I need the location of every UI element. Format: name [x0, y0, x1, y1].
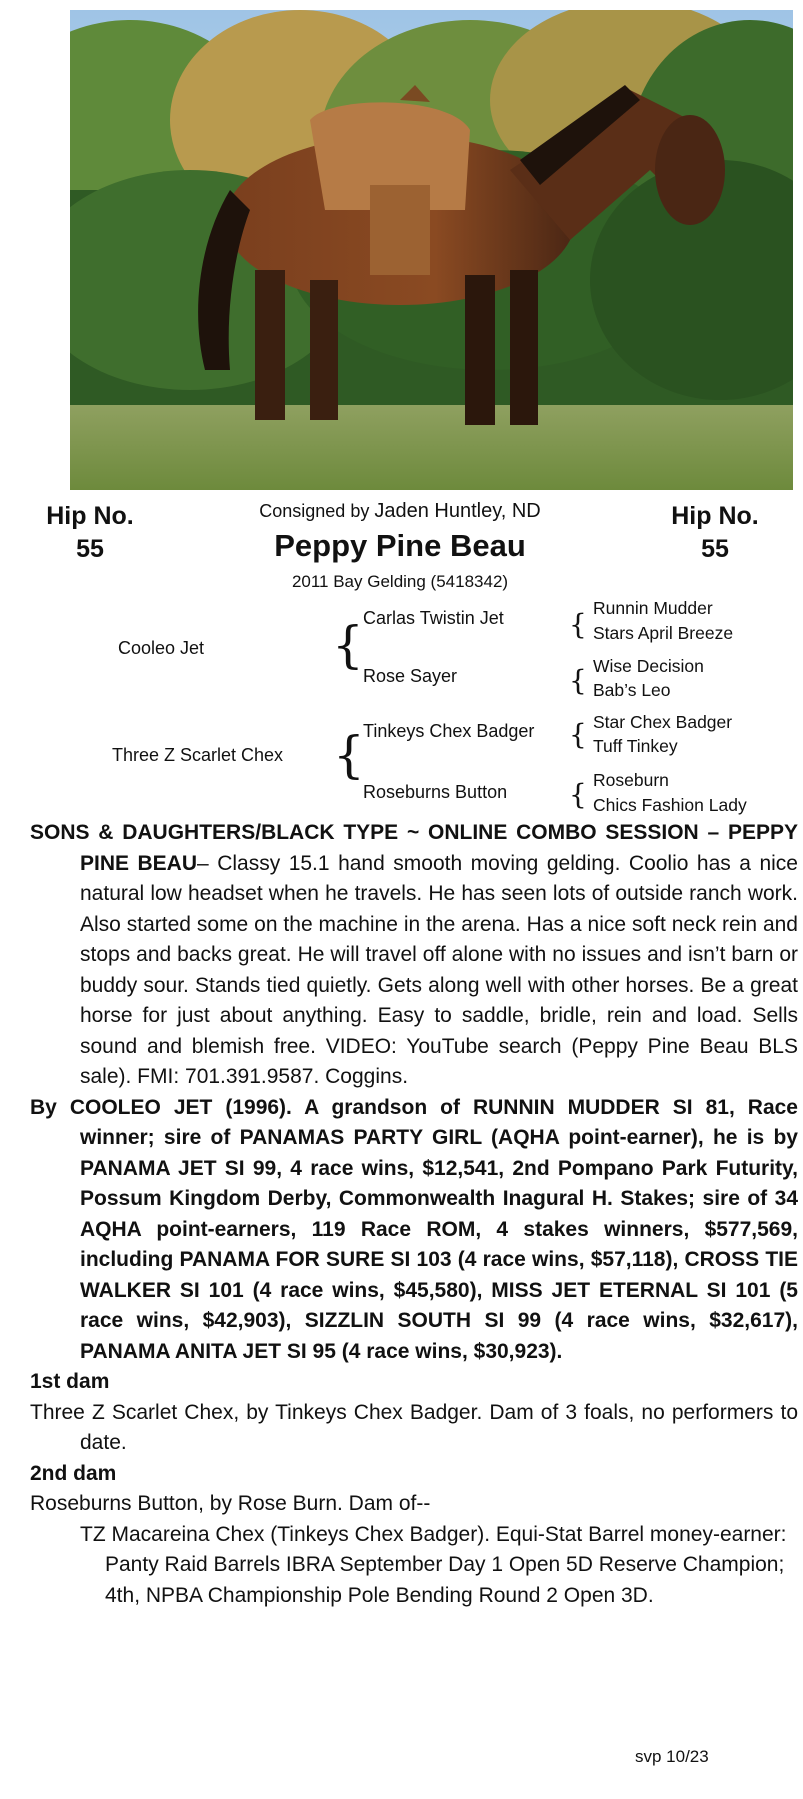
horse-name: Peppy Pine Beau: [274, 528, 526, 563]
pedigree-dam-dam: Roseburns Button: [363, 782, 508, 802]
description-text: – Classy 15.1 hand smooth moving gelding. Coolio has a nice natural low headset when he travels. He has seen lots of outside ranch work. Also started some on the machine in the arena. Has a nice soft neck rein and stops and backs great. He will travel off alone with no issues and isn’t barn or buddy sour. Stands tied quietly. Gets along well with other horses. Be a great horse for just about anything. Easy to saddle, bridle, rein and load. Sells sound and blemish free. VIDEO: YouTube search (Peppy Pine Beau BLS sale). FMI: 701.391.9587. Coggins.: [80, 851, 798, 1088]
catalog-text: [30, 818, 798, 1611]
hip-label: Hip No.: [46, 502, 134, 530]
description-lead: SONS & DAUGHTERS/BLACK TYPE ~ ONLINE COMBO SESSION – PEPPY PINE BEAU: [30, 821, 798, 875]
consigned-prefix: Consigned by: [259, 501, 370, 521]
brace-icon: {: [332, 616, 364, 674]
brace-icon: {: [569, 718, 587, 751]
first-dam-text: Three Z Scarlet Chex, by Tinkeys Chex Badger. Dam of 3 foals, no performers to date.: [30, 1400, 798, 1454]
sire-paragraph: By COOLEO JET (1996). A grandson of RUNNIN MUDDER SI 81, Race winner; sire of PANAMAS PARTY GIRL (AQHA point-earner), he is by PANAMA JET SI 99, 4 race wins, $12,541, 2nd Pompano Park Futurity, Possum Kingdom Derby, Commonwealth Inagural H. Stakes; sire of 34 AQHA point-earners, 119 Race ROM, 4 stakes winners, $577,569, including PANAMA FOR SURE SI 103 (4 race wins, $57,118), CROSS TIE WALKER SI 101 (4 race wins, $45,580), MISS JET ETERNAL SI 101 (5 race wins, $42,903), SIZZLIN SOUTH SI 99 (4 race wins, $32,617), PANAMA ANITA JET SI 95 (4 race wins, $30,923).: [30, 1095, 798, 1363]
pedigree-dam-sire: Tinkeys Chex Badger: [363, 721, 535, 741]
pedigree-dss: Star Chex Badger: [593, 712, 733, 732]
brace-icon: {: [569, 778, 587, 811]
consignor-name: Jaden Huntley, ND: [374, 500, 541, 522]
pedigree-sire-dam: Rose Sayer: [363, 666, 458, 686]
registration-info: 2011 Bay Gelding (5418342): [291, 572, 509, 591]
hip-value: 55: [701, 535, 729, 563]
pedigree-sire-sire: Carlas Twistin Jet: [363, 608, 504, 628]
pedigree-sire: Cooleo Jet: [118, 638, 205, 658]
pedigree-dds: Roseburn: [593, 770, 669, 790]
hip-number-right: [660, 500, 770, 566]
brace-icon: {: [333, 726, 365, 784]
consigned-line: [200, 500, 600, 523]
description-paragraph: [30, 818, 798, 1093]
pedigree-dsd: Tuff Tinkey: [593, 736, 678, 756]
horse-photo: [70, 10, 793, 490]
first-dam-heading: 1st dam: [30, 1370, 110, 1393]
pedigree-sds: Wise Decision: [593, 656, 704, 676]
horse-illustration: [70, 10, 793, 490]
pedigree-dam: Three Z Scarlet Chex: [112, 745, 284, 765]
pedigree-sdd: Bab’s Leo: [593, 680, 671, 700]
brace-icon: {: [569, 664, 587, 697]
pedigree-ssd: Stars April Breeze: [593, 623, 734, 643]
hip-value: 55: [76, 535, 104, 563]
second-dam-text: Roseburns Button, by Rose Burn. Dam of--: [30, 1492, 431, 1515]
produce-record: TZ Macareina Chex (Tinkeys Chex Badger). Equi-Stat Barrel money-earner: Panty Raid Barrels IBRA September Day 1 Open 5D Reserve Champion; 4th, NPBA Championship Pole Bending Round 2 Open 3D.: [80, 1522, 787, 1607]
hip-number-left: [35, 500, 145, 566]
pedigree-sss: Runnin Mudder: [593, 598, 713, 618]
brace-icon: {: [569, 608, 587, 641]
hip-label: Hip No.: [671, 502, 759, 530]
pedigree-ddd: Chics Fashion Lady: [593, 795, 747, 815]
footer-code: svp 10/23: [635, 1747, 709, 1766]
second-dam-heading: 2nd dam: [30, 1461, 117, 1485]
